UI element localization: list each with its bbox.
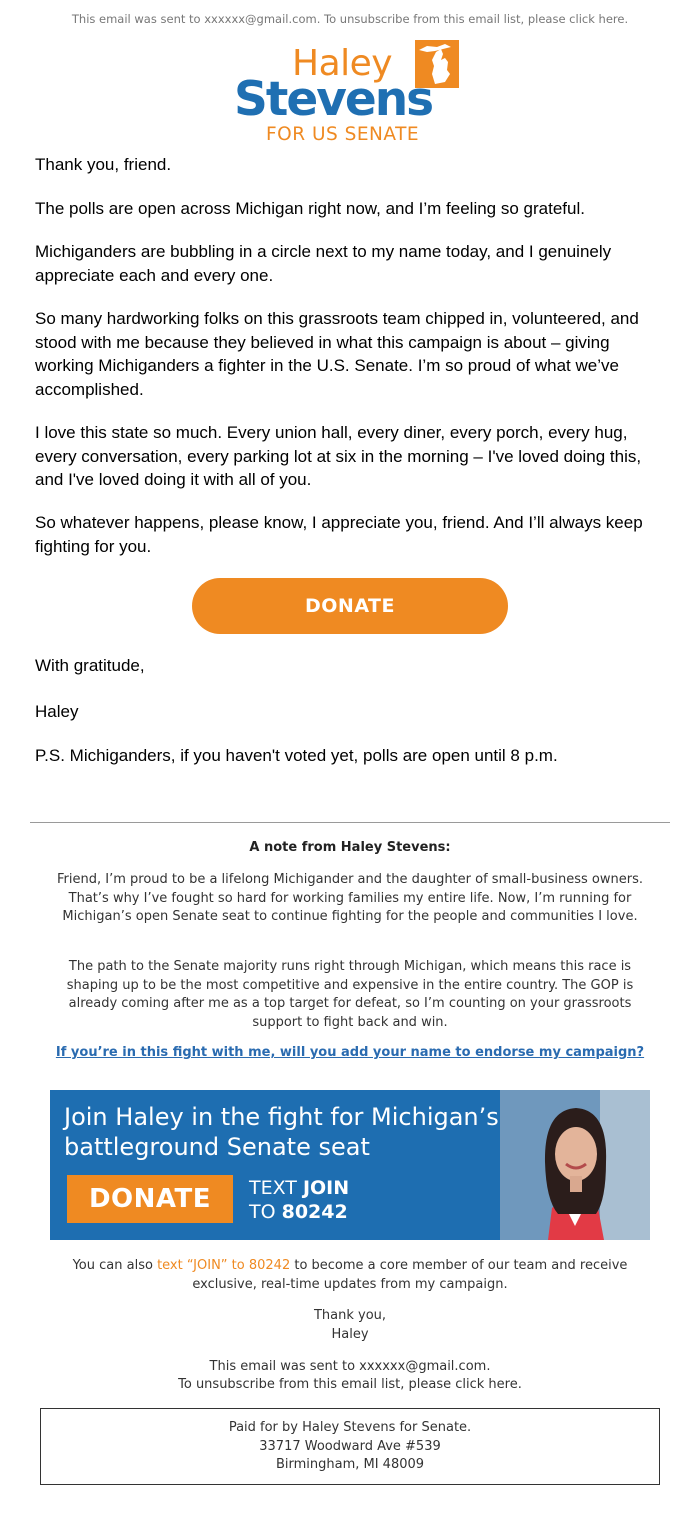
- candidate-photo: [500, 1090, 650, 1240]
- letter-paragraph: So whatever happens, please know, I appreciate you, friend. And I’ll always keep fighting for you.: [35, 513, 643, 556]
- logo-first-name: Haley: [292, 43, 393, 84]
- letter-paragraph: So many hardworking folks on this grassroots team chipped in, volunteered, and stood with me because they believed in what this campaign is about – giving working Michiganders a fighter in the U.S. Senate. I’m so proud of what we’ve accomplished.: [35, 309, 639, 399]
- preheader-unsubscribe-text[interactable]: This email was sent to xxxxxx@gmail.com. To unsubscribe from this email list, please click here.: [71, 12, 629, 26]
- text-info-prefix: You can also: [72, 1258, 158, 1273]
- banner-text-to: TO: [249, 1201, 276, 1223]
- note-paragraph: The path to the Senate majority runs right through Michigan, which means this race is shaping up to be the most competitive and expensive in the entire country. The GOP is already coming after me as a top target for defeat, so I’m counting on your grassroots support to fight back and win.: [66, 959, 634, 1030]
- logo-tagline: FOR US SENATE: [266, 124, 420, 145]
- disclaimer-line: Paid for by Haley Stevens for Senate.: [228, 1420, 472, 1435]
- text-join-info: [0, 1257, 700, 1294]
- disclaimer-address: 33717 Woodward Ave #539: [259, 1438, 441, 1454]
- note-title: A note from Haley Stevens:: [249, 840, 451, 855]
- endorse-campaign-link[interactable]: If you’re in this fight with me, will you add your name to endorse my campaign?: [55, 1045, 645, 1060]
- banner-text-number: 80242: [281, 1201, 348, 1223]
- text-info-suffix: to become a core member of our team and receive exclusive, real-time updates from my campaign.: [192, 1258, 628, 1292]
- footer-sent-line: This email was sent to xxxxxx@gmail.com.: [209, 1359, 491, 1374]
- letter-closing: With gratitude,: [35, 656, 145, 675]
- banner-text-keyword: JOIN: [302, 1177, 350, 1199]
- paid-for-disclaimer: [40, 1408, 660, 1485]
- donate-banner[interactable]: [50, 1090, 650, 1240]
- banner-text-join-cta: [249, 1176, 349, 1224]
- letter-signature: Haley: [35, 702, 79, 721]
- text-join-link[interactable]: text “JOIN” to 80242: [157, 1258, 291, 1273]
- banner-donate-button[interactable]: DONATE: [67, 1175, 233, 1223]
- banner-headline: Join Haley in the fight for Michigan’s battleground Senate seat: [64, 1103, 499, 1161]
- disclaimer-city: Birmingham, MI 48009: [275, 1457, 425, 1472]
- letter-paragraph: Michiganders are bubbling in a circle next to my name today, and I genuinely appreciate each and every one.: [35, 242, 612, 285]
- logo-last-name: Stevens: [234, 72, 433, 127]
- letter-paragraph: The polls are open across Michigan right now, and I’m feeling so grateful.: [35, 199, 585, 218]
- letter-paragraph: I love this state so much. Every union hall, every diner, every porch, every hug, every conversation, every parking lot at six in the morning – I've loved doing this, and I've loved doing it with all of you.: [35, 423, 642, 489]
- letter-greeting: Thank you, friend.: [35, 155, 172, 174]
- signoff-name: Haley: [331, 1327, 369, 1342]
- letter-postscript: P.S. Michiganders, if you haven't voted yet, polls are open until 8 p.m.: [35, 746, 558, 765]
- banner-text-word: TEXT: [249, 1177, 297, 1199]
- note-paragraph: Friend, I’m proud to be a lifelong Michigander and the daughter of small-business owners. That’s why I’ve fought so hard for working families my entire life. Now, I’m running for Michigan’s open Senate seat to continue fighting for the people and communities I love.: [57, 872, 643, 924]
- footer-unsubscribe-link[interactable]: To unsubscribe from this email list, please click here.: [178, 1377, 522, 1392]
- campaign-logo: [230, 40, 470, 148]
- section-divider: [30, 822, 670, 823]
- signoff-line: Thank you,: [313, 1308, 387, 1323]
- donate-button[interactable]: DONATE: [192, 578, 508, 634]
